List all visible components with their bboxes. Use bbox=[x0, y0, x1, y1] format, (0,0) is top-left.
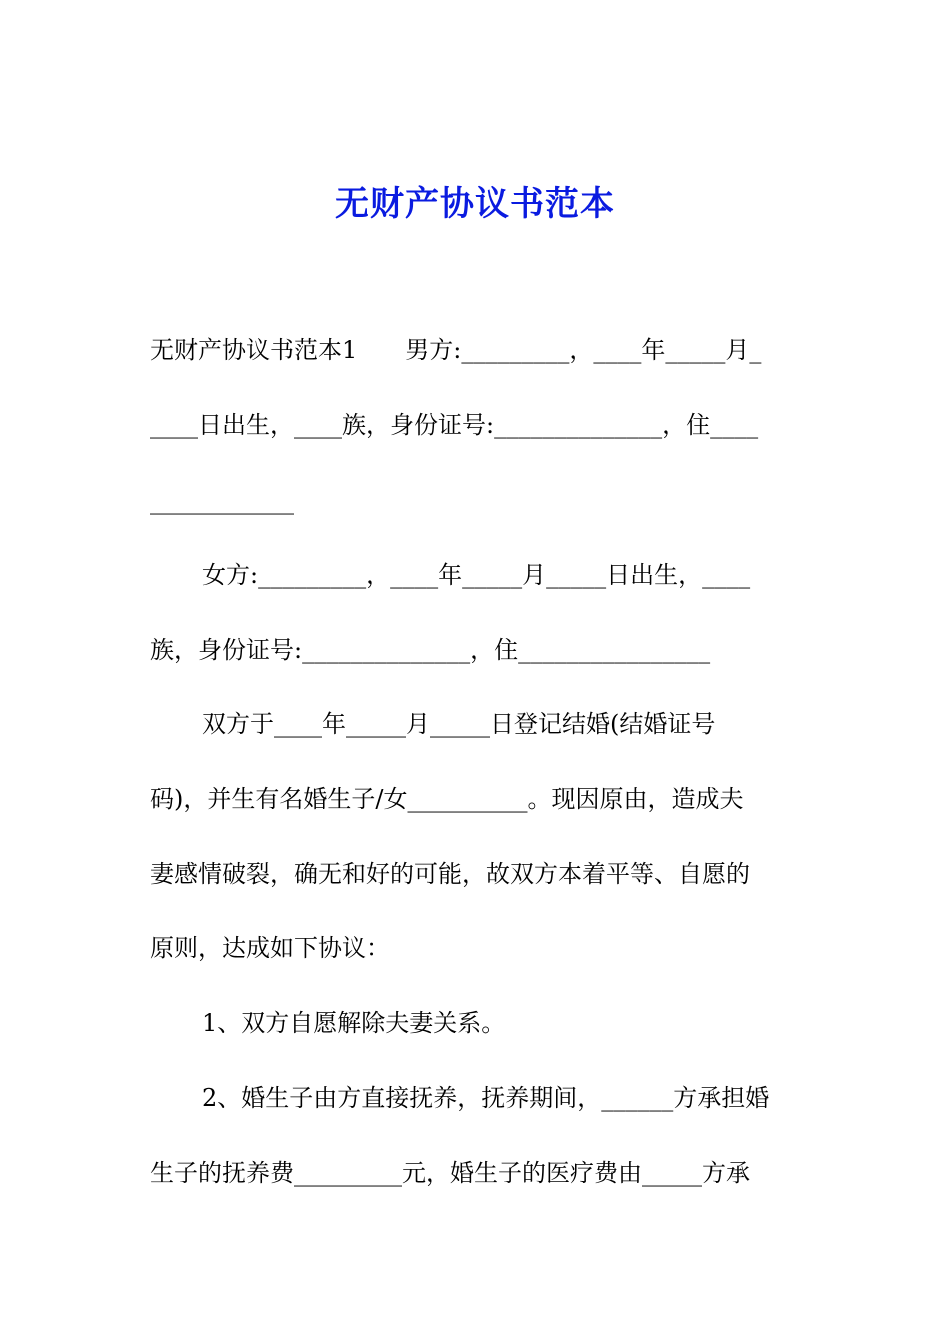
paragraph-line-9: 原则，达成如下协议： bbox=[150, 934, 390, 962]
paragraph-line-6: 双方于____年_____月_____日登记结婚(结婚证号 bbox=[202, 710, 716, 738]
paragraph-line-5: 族，身份证号:______________，住________________ bbox=[150, 636, 711, 664]
clause-1: 1、双方自愿解除夫妻关系。 bbox=[202, 1009, 506, 1037]
document-title: 无财产协议书范本 bbox=[335, 184, 615, 224]
paragraph-line-4: 女方:_________，____年_____月_____日出生，____ bbox=[202, 561, 751, 589]
paragraph-line-8: 妻感情破裂，确无和好的可能，故双方本着平等、自愿的 bbox=[150, 860, 750, 888]
paragraph-line-3: ____________ bbox=[150, 487, 294, 515]
paragraph-line-2: ____日出生，____族，身份证号:______________，住____ bbox=[150, 411, 759, 439]
clause-2-line-2: 生子的抚养费_________元，婚生子的医疗费由_____方承 bbox=[150, 1159, 750, 1187]
paragraph-line-7: 码)，并生有名婚生子/女__________。现因原由，造成夫 bbox=[150, 785, 744, 813]
clause-2-line-1: 2、婚生子由方直接抚养，抚养期间，______方承担婚 bbox=[202, 1084, 770, 1112]
paragraph-line-1: 无财产协议书范本1 男方:_________，____年_____月_ bbox=[150, 336, 762, 364]
